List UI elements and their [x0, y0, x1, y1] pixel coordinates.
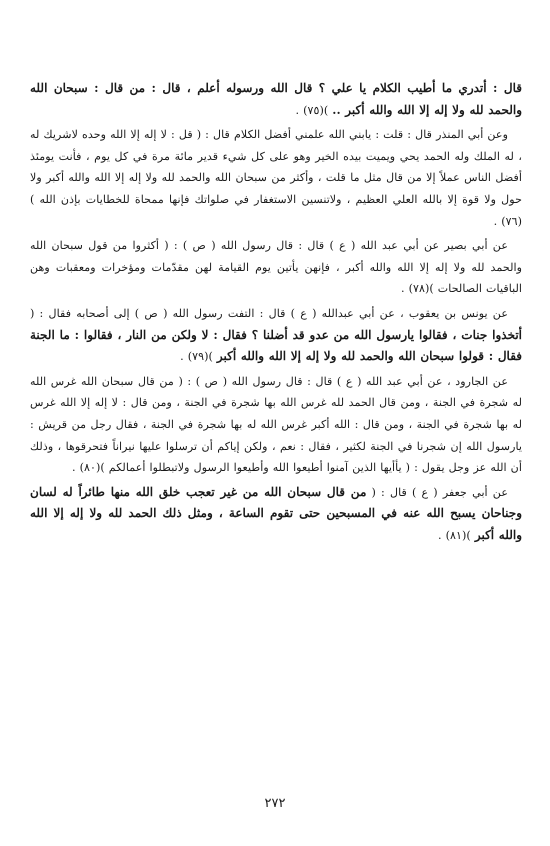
- narration-text: عن الجارود ، عن أبي عبد الله ( ع ) قال : قال رسول الله ( ص ) : ( من قال سبحان الله غرس الله له شجرة في الجنة ، ومن قال الحمد لله غرس الله بها شجرة في الجنة ، ومن قال : لا إله إلا الله غرس له بها شجرة في الجنة ، ومن قال : الله أكبر غرس الله له بها شجرة في الجنة ، فقال رجل من قريش : يارسول الله إن شجرنا في الجنة لكثير ، فقال : نعم ، ولكن إياكم أن ترسلوا عليها نيراناً فتحرقوها ، وذلك أن الله عز وجل يقول : ( يأأيها الذين آمنوا أطيعوا الله وأطيعوا الرسول ولاتبطلوا أعمالكم )(٨٠) .: [30, 374, 522, 475]
- narration-text: عن أبي جعفر ( ع ) قال : (: [366, 485, 508, 499]
- document-page: [30, 78, 522, 546]
- narration-text: عن يونس بن يعقوب ، عن أبي عبدالله ( ع ) قال : التفت رسول الله ( ص ) إلى أصحابه فقال : (: [30, 306, 508, 320]
- narration-text: عن أبي بصير عن أبي عبد الله ( ع ) قال : قال رسول الله ( ص ) : ( أكثروا من قول سبحان الله والحمد لله ولا إله إلا الله والله أكبر ، فإنهن يأتين يوم القيامة لهن مقدّمات ومؤخرات ومعقبات وهن الباقيات الصالحات )(٧٨) .: [30, 239, 522, 296]
- hadith-text: أتخذوا جنات ، فقالوا يارسول الله من عدو قد أضلنا ؟ فقال : لا ولكن من النار ، فقالوا : ما الجنة فقال : قولوا سبحان الله والحمد لله ولا إله إلا الله والله أكبر: [30, 327, 522, 364]
- footnote-ref: )(٧٥) .: [295, 103, 333, 117]
- paragraph: [30, 235, 522, 300]
- paragraph: [30, 78, 522, 121]
- paragraph: [30, 482, 522, 547]
- paragraph: [30, 124, 522, 232]
- page-number: ٢٧٢: [264, 796, 286, 811]
- footnote-ref: )(٨١) .: [438, 528, 475, 542]
- narration-text: وعن أبي المنذر قال : قلت : يابني الله علمني أفضل الكلام قال : ( قل : لا إله إلا الله وحده لاشريك له ، له الملك وله الحمد يحي ويميت بيده الخير وهو على كل شيء قدير مائة مرة في كل يوم ، فأنت يومئذ أفضل الناس عملاً إلا من قال مثل ما قلت ، وأكثر من سبحان الله والحمد لله ولا إله إلا الله والله أكبر ولا حول ولا قوة إلا بالله العلي العظيم ، ولاتنسين الاستغفار في صلواتك فإنها ممحاة للخطايات بإذن الله )(٧٦) .: [30, 128, 522, 228]
- hadith-text: قال : أتدري ما أطيب الكلام يا علي ؟ قال الله ورسوله أعلم ، قال : من قال : سبحان الله والحمد لله ولا إله إلا الله والله أكبر ..: [30, 81, 522, 117]
- hadith-text: من قال سبحان الله من غير تعجب خلق الله منها طائراً له لسان وجناحان يسبح الله عنه في المسبحين حتى تقوم الساعة ، ومثل ذلك الحمد لله ولا إله إلا الله والله أكبر: [30, 484, 522, 542]
- paragraph: [30, 371, 522, 479]
- paragraph: [30, 303, 522, 368]
- footnote-ref: )(٧٩) .: [180, 350, 217, 364]
